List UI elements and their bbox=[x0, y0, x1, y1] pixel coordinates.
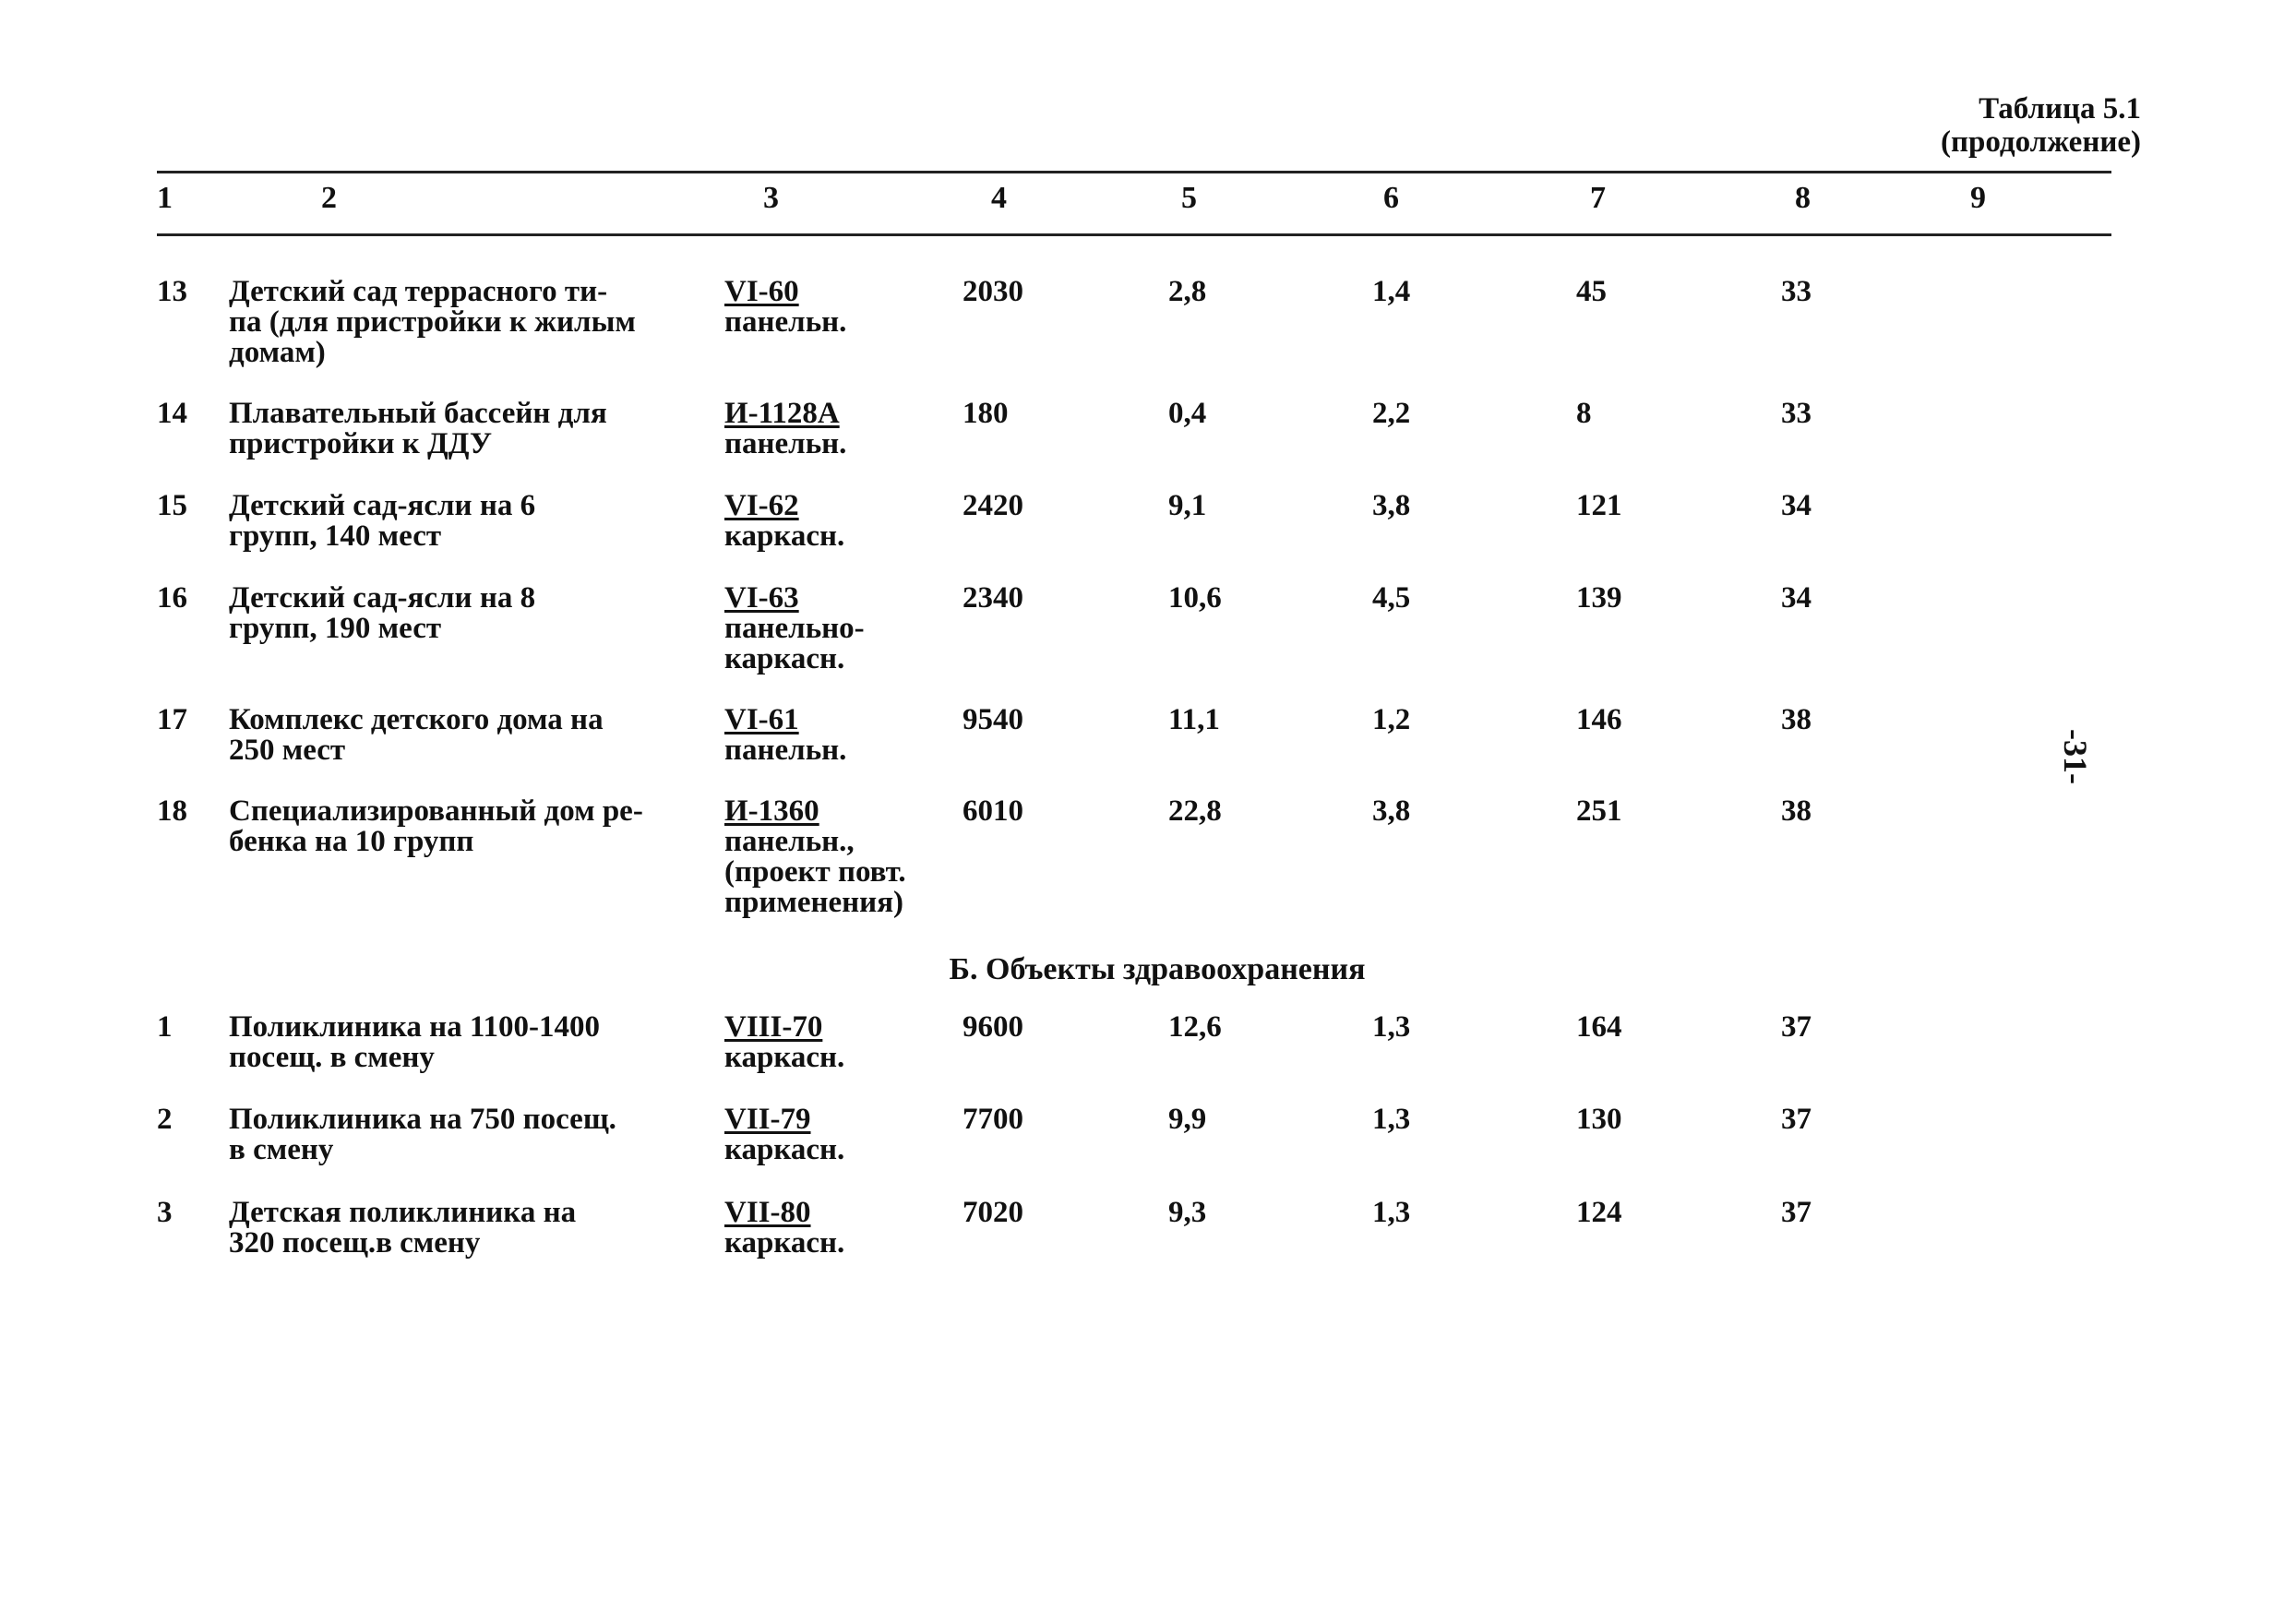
value-col8: 34 bbox=[1781, 581, 1812, 615]
column-header-4: 4 bbox=[991, 181, 1007, 215]
column-header-3: 3 bbox=[763, 181, 779, 215]
project-code: VI-61 bbox=[724, 703, 799, 736]
object-name: Детский сад-ясли на 6 групп, 140 мест bbox=[229, 489, 536, 553]
value-col8: 38 bbox=[1781, 794, 1812, 828]
value-col4: 2030 bbox=[963, 275, 1023, 308]
project-code: VI-63 bbox=[724, 581, 799, 615]
page-number: -31- bbox=[2057, 729, 2094, 784]
value-col7: 139 bbox=[1576, 581, 1622, 615]
value-col4: 2420 bbox=[963, 489, 1023, 522]
project-cell: И-1128А панельн. bbox=[724, 397, 847, 460]
value-col6: 1,2 bbox=[1372, 703, 1411, 736]
object-name: Детская поликлиника на 320 посещ.в смену bbox=[229, 1196, 577, 1260]
value-col6: 1,3 bbox=[1372, 1010, 1411, 1044]
value-col5: 10,6 bbox=[1168, 581, 1222, 615]
value-col8: 37 bbox=[1781, 1010, 1812, 1044]
column-header-6: 6 bbox=[1383, 181, 1399, 215]
value-col5: 9,3 bbox=[1168, 1196, 1207, 1229]
column-header-1: 1 bbox=[157, 181, 173, 215]
value-col8: 33 bbox=[1781, 397, 1812, 430]
value-col7: 130 bbox=[1576, 1103, 1622, 1136]
value-col6: 3,8 bbox=[1372, 489, 1411, 522]
value-col5: 9,1 bbox=[1168, 489, 1207, 522]
row-number: 18 bbox=[157, 794, 187, 828]
value-col6: 2,2 bbox=[1372, 397, 1411, 430]
value-col7: 251 bbox=[1576, 794, 1622, 828]
project-cell: VI-61 панельн. bbox=[724, 703, 847, 767]
project-code: VI-62 bbox=[724, 489, 799, 522]
project-code: И-1128А bbox=[724, 397, 840, 430]
table-continuation: (продолжение) bbox=[1941, 125, 2141, 159]
value-col5: 11,1 bbox=[1168, 703, 1220, 736]
project-cell: И-1360 панельн., (проект повт. применения) bbox=[724, 794, 906, 919]
project-code: VIII-70 bbox=[724, 1010, 823, 1044]
project-cell: VI-62 каркасн. bbox=[724, 489, 845, 553]
value-col7: 45 bbox=[1576, 275, 1607, 308]
row-number: 1 bbox=[157, 1010, 173, 1044]
object-name: Поликлиника на 750 посещ. в смену bbox=[229, 1103, 616, 1166]
value-col5: 22,8 bbox=[1168, 794, 1222, 828]
column-header-8: 8 bbox=[1795, 181, 1811, 215]
row-number: 14 bbox=[157, 397, 187, 430]
row-number: 16 bbox=[157, 581, 187, 615]
row-number: 13 bbox=[157, 275, 187, 308]
project-code: VI-60 bbox=[724, 275, 799, 308]
value-col8: 38 bbox=[1781, 703, 1812, 736]
project-code: VII-79 bbox=[724, 1103, 811, 1136]
value-col6: 4,5 bbox=[1372, 581, 1411, 615]
column-header-9: 9 bbox=[1970, 181, 1986, 215]
value-col7: 164 bbox=[1576, 1010, 1622, 1044]
value-col5: 0,4 bbox=[1168, 397, 1207, 430]
value-col4: 9600 bbox=[963, 1010, 1023, 1044]
column-header-7: 7 bbox=[1590, 181, 1606, 215]
project-code: И-1360 bbox=[724, 794, 819, 828]
value-col4: 180 bbox=[963, 397, 1009, 430]
row-number: 17 bbox=[157, 703, 187, 736]
header-bottom-rule bbox=[157, 233, 2111, 236]
value-col4: 6010 bbox=[963, 794, 1023, 828]
value-col4: 2340 bbox=[963, 581, 1023, 615]
value-col7: 124 bbox=[1576, 1196, 1622, 1229]
value-col8: 37 bbox=[1781, 1196, 1812, 1229]
object-name: Детский сад-ясли на 8 групп, 190 мест bbox=[229, 581, 536, 645]
value-col8: 37 bbox=[1781, 1103, 1812, 1136]
value-col4: 7020 bbox=[963, 1196, 1023, 1229]
value-col5: 12,6 bbox=[1168, 1010, 1222, 1044]
row-number: 3 bbox=[157, 1196, 173, 1229]
value-col5: 9,9 bbox=[1168, 1103, 1207, 1136]
header-top-rule bbox=[157, 171, 2111, 173]
project-cell: VII-80 каркасн. bbox=[724, 1196, 845, 1260]
column-header-2: 2 bbox=[321, 181, 337, 215]
project-cell: VI-63 панельно- каркасн. bbox=[724, 581, 865, 675]
value-col7: 8 bbox=[1576, 397, 1592, 430]
project-code: VII-80 bbox=[724, 1196, 811, 1229]
row-number: 15 bbox=[157, 489, 187, 522]
value-col4: 9540 bbox=[963, 703, 1023, 736]
value-col7: 146 bbox=[1576, 703, 1622, 736]
project-cell: VI-60 панельн. bbox=[724, 275, 847, 339]
value-col8: 34 bbox=[1781, 489, 1812, 522]
object-name: Специализированный дом ре- бенка на 10 групп bbox=[229, 794, 643, 858]
object-name: Детский сад террасного ти- па (для пристройки к жилым домам) bbox=[229, 275, 636, 369]
column-header-5: 5 bbox=[1181, 181, 1197, 215]
value-col6: 1,4 bbox=[1372, 275, 1411, 308]
value-col7: 121 bbox=[1576, 489, 1622, 522]
section-heading: Б. Объекты здравоохранения bbox=[949, 952, 1366, 986]
value-col6: 1,3 bbox=[1372, 1196, 1411, 1229]
value-col8: 33 bbox=[1781, 275, 1812, 308]
value-col5: 2,8 bbox=[1168, 275, 1207, 308]
table-caption bbox=[1941, 92, 2141, 159]
object-name: Комплекс детского дома на 250 мест bbox=[229, 703, 604, 767]
value-col6: 1,3 bbox=[1372, 1103, 1411, 1136]
value-col4: 7700 bbox=[963, 1103, 1023, 1136]
table-title: Таблица 5.1 bbox=[1979, 92, 2141, 125]
row-number: 2 bbox=[157, 1103, 173, 1136]
value-col6: 3,8 bbox=[1372, 794, 1411, 828]
project-cell: VIII-70 каркасн. bbox=[724, 1010, 845, 1074]
project-cell: VII-79 каркасн. bbox=[724, 1103, 845, 1166]
object-name: Поликлиника на 1100-1400 посещ. в смену bbox=[229, 1010, 601, 1074]
object-name: Плавательный бассейн для пристройки к ДДУ bbox=[229, 397, 607, 460]
